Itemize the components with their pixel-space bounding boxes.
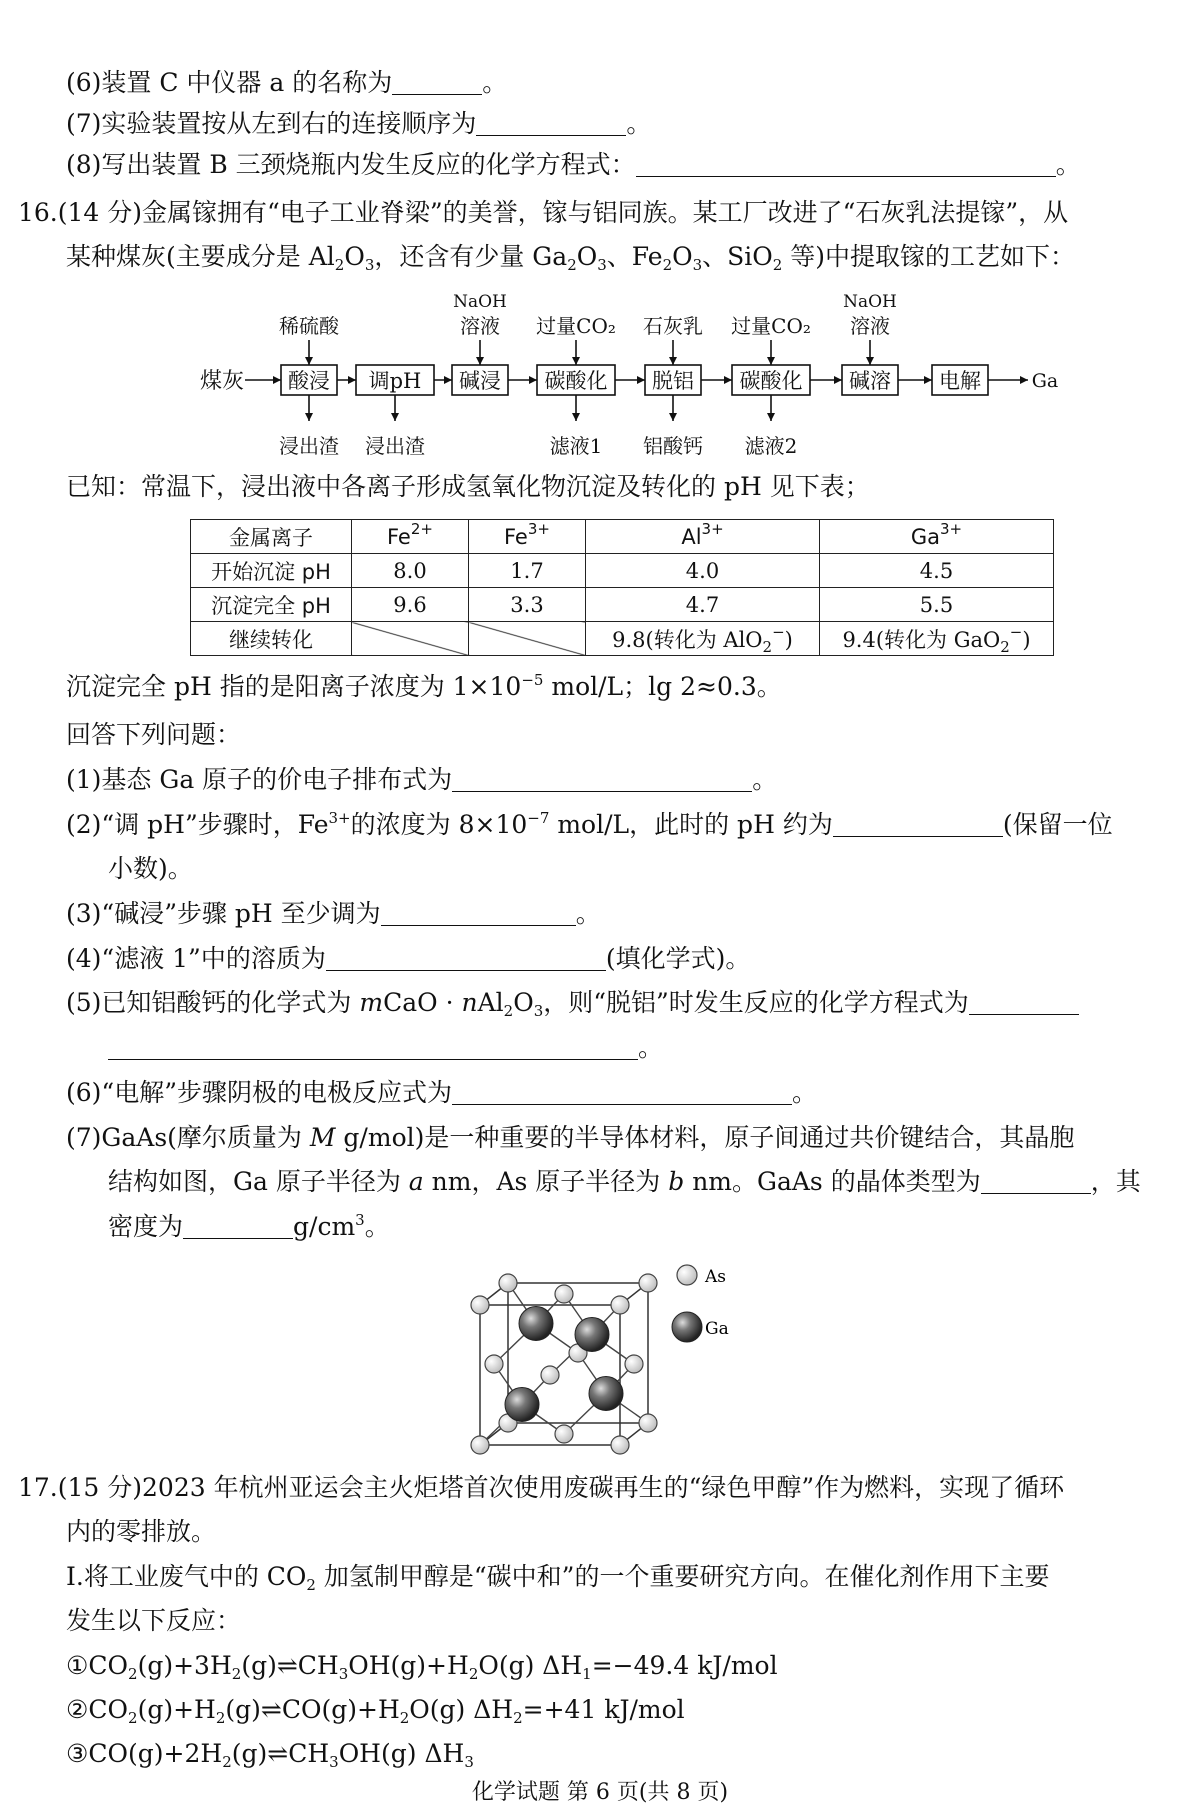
- question-16-2: (2)“调 pH”步骤时，$Fe^{3+}$的浓度为 $8\times 10^{-7}$ mol/L，此时的 pH 约为 (保留一位: [66, 809, 1113, 839]
- table-cell: 开始沉淀 pH: [191, 554, 352, 588]
- table-cell: 3.3: [469, 588, 586, 622]
- answer-blank[interactable]: [833, 812, 1003, 837]
- as-atom: [639, 1414, 657, 1432]
- answer-blank[interactable]: [981, 1169, 1091, 1194]
- table-cell: $Ga^{3+}$: [820, 520, 1054, 554]
- answer-blank[interactable]: [636, 152, 1056, 177]
- as-atom: [611, 1296, 629, 1314]
- table-cell: 8.0: [352, 554, 469, 588]
- table-cell: 4.0: [586, 554, 820, 588]
- ion-ph-table: [190, 519, 1054, 656]
- as-atom: [625, 1355, 643, 1373]
- question-17-line2: 内的零排放。: [66, 1517, 217, 1546]
- flow-reagent-label: 溶液: [850, 314, 890, 338]
- table-cell: 9.4(转化为 GaO$_2$−): [820, 622, 1054, 656]
- as-atom: [611, 1436, 629, 1454]
- table-cell: 1.7: [469, 554, 586, 588]
- question-16-7-line2: 结构如图，Ga 原子半径为 a nm，As 原子半径为 b nm。GaAs 的晶体类型为 ，其: [108, 1167, 1141, 1196]
- as-atom: [639, 1274, 657, 1292]
- table-cell: 9.8(转化为 AlO$_2$−): [586, 622, 820, 656]
- answer-blank[interactable]: [452, 767, 752, 792]
- flow-byproduct-label: 浸出渣: [365, 434, 425, 458]
- as-atom: [471, 1296, 489, 1314]
- question-16-7-line3: 密度为 $g/cm^3$。: [108, 1211, 390, 1241]
- answer-blank[interactable]: [326, 946, 606, 971]
- known-conditions: 已知：常温下，浸出液中各离子形成氢氧化物沉淀及转化的 pH 见下表；: [66, 472, 870, 501]
- answer-blank[interactable]: [969, 990, 1079, 1015]
- precipitation-note: 沉淀完全 pH 指的是阳离子浓度为 $1\times 10^{-5}$ mol/L；lg 2≈0.3。: [66, 671, 782, 701]
- flow-step-label: 调pH: [368, 369, 422, 393]
- question-16-7: (7)GaAs(摩尔质量为 M g/mol)是一种重要的半导体材料，原子间通过共价键结合，其晶胞: [66, 1123, 1075, 1152]
- process-flow-diagram: [200, 290, 1060, 460]
- ga-atom: [575, 1318, 609, 1352]
- answer-blank[interactable]: [392, 70, 482, 95]
- question-16-1: (1)基态 Ga 原子的价电子排布式为 。: [66, 765, 778, 794]
- answer-blank[interactable]: [452, 1080, 792, 1105]
- question-6: (6)装置 C 中仪器 a 的名称为 。: [66, 68, 508, 97]
- question-17-part1-cont: 发生以下反应：: [66, 1606, 242, 1635]
- table-row: [191, 588, 1054, 622]
- ga-atom: [505, 1388, 539, 1422]
- flow-step-label: 碳酸化: [544, 369, 608, 393]
- flow-input-label: 煤灰: [200, 369, 245, 394]
- as-atom: [555, 1285, 573, 1303]
- answer-blank[interactable]: [476, 111, 626, 136]
- table-row: [191, 622, 1054, 656]
- ga-atom: [589, 1377, 623, 1411]
- flow-reagent-label: NaOH: [843, 292, 897, 312]
- legend-as-label: As: [705, 1267, 727, 1287]
- table-cell: 5.5: [820, 588, 1054, 622]
- flow-reagent-label: 过量CO₂: [731, 314, 811, 338]
- question-7: (7)实验装置按从左到右的连接顺序为 。: [66, 109, 652, 138]
- table-cell-empty: [469, 622, 586, 656]
- reaction-3: $③CO(g)+2H_2(g)\rightleftharpoons CH_3OH(g)$ $\Delta H_3$: [66, 1739, 474, 1771]
- as-atom: [541, 1366, 559, 1384]
- flow-step-label: 电解: [939, 369, 981, 393]
- as-atom: [555, 1425, 573, 1443]
- question-17-number: 17.(15 分)2023 年杭州亚运会主火炬塔首次使用废碳再生的“绿色甲醇”作为燃料，实现了循环: [18, 1473, 1065, 1502]
- flow-step-label: 酸浸: [288, 369, 330, 393]
- question-16-6: (6)“电解”步骤阴极的电极反应式为 。: [66, 1078, 817, 1107]
- question-17-part1: Ⅰ.将工业废气中的 $CO_2$ 加氢制甲醇是“碳中和”的一个重要研究方向。在催化剂作用下主要: [66, 1562, 1050, 1594]
- flow-step-label: 碳酸化: [739, 369, 803, 393]
- ga-atom: [519, 1307, 553, 1341]
- flow-step-label: 脱铝: [652, 369, 694, 393]
- table-row: [191, 554, 1054, 588]
- reaction-2: $②CO_2(g)+H_2(g)\rightleftharpoons CO(g)+H_2O(g)$ $\Delta H_2=+41$ kJ/mol: [66, 1695, 685, 1727]
- flow-reagent-label: 溶液: [460, 314, 500, 338]
- question-16-4: (4)“滤液 1”中的溶质为 (填化学式)。: [66, 944, 751, 973]
- flow-byproduct-label: 滤液1: [549, 434, 603, 458]
- answer-prompt: 回答下列问题：: [66, 720, 242, 749]
- table-cell: 金属离子: [191, 520, 352, 554]
- as-atom: [471, 1436, 489, 1454]
- question-16-3: (3)“碱浸”步骤 pH 至少调为 。: [66, 899, 601, 928]
- question-16-number: 16.(14 分)金属镓拥有“电子工业脊梁”的美誉，镓与铝同族。某工厂改进了“石灰乳法提镓”，从: [18, 198, 1069, 227]
- flow-reagent-label: 过量CO₂: [536, 314, 616, 338]
- flow-step-label: 碱浸: [459, 369, 501, 393]
- legend-as-atom: [677, 1265, 697, 1285]
- legend-ga-atom: [672, 1312, 702, 1342]
- flow-byproduct-label: 铝酸钙: [643, 434, 703, 458]
- reaction-1: $①CO_2(g)+3H_2(g)\rightleftharpoons CH_3OH(g)+H_2O(g)$ $\Delta H_1=-49.4$ kJ/mol: [66, 1651, 778, 1683]
- table-cell: 4.5: [820, 554, 1054, 588]
- question-16-2-cont: 小数)。: [108, 854, 193, 883]
- table-cell: 9.6: [352, 588, 469, 622]
- table-cell: $Fe^{2+}$: [352, 520, 469, 554]
- as-atom: [499, 1274, 517, 1292]
- answer-blank[interactable]: [381, 901, 576, 926]
- table-cell: 继续转化: [191, 622, 352, 656]
- question-16-intro: 某种煤灰(主要成分是 $Al_2O_3$，还含有少量 $Ga_2O_3$、$Fe_2O_3$、SiO$_2$ 等)中提取镓的工艺如下：: [66, 242, 1076, 274]
- legend-ga-label: Ga: [705, 1319, 729, 1339]
- answer-blank[interactable]: [108, 1035, 638, 1060]
- table-cell: 4.7: [586, 588, 820, 622]
- table-cell: 沉淀完全 pH: [191, 588, 352, 622]
- flow-output-label: Ga: [1031, 370, 1059, 392]
- flow-reagent-label: 稀硫酸: [279, 314, 339, 338]
- table-cell: $Fe^{3+}$: [469, 520, 586, 554]
- flow-byproduct-label: 浸出渣: [279, 434, 339, 458]
- answer-blank[interactable]: [183, 1214, 293, 1239]
- question-8: (8)写出装置 B 三颈烧瓶内发生反应的化学方程式： 。: [66, 150, 1081, 179]
- flow-reagent-label: NaOH: [453, 292, 507, 312]
- as-atom: [485, 1355, 503, 1373]
- gaas-unit-cell-diagram: [465, 1255, 765, 1455]
- flow-reagent-label: 石灰乳: [643, 314, 703, 338]
- question-16-5-cont: 。: [108, 1031, 663, 1065]
- table-cell-empty: [352, 622, 469, 656]
- page-footer: 化学试题 第 6 页(共 8 页): [471, 1780, 729, 1805]
- flow-step-label: 碱溶: [849, 369, 891, 393]
- flow-byproduct-label: 滤液2: [744, 434, 798, 458]
- table-header-row: [191, 520, 1054, 554]
- table-cell: $Al^{3+}$: [586, 520, 820, 554]
- question-16-5: (5)已知铝酸钙的化学式为 mCaO · $nAl_2O_3$，则“脱铝”时发生反应的化学方程式为: [66, 986, 1079, 1020]
